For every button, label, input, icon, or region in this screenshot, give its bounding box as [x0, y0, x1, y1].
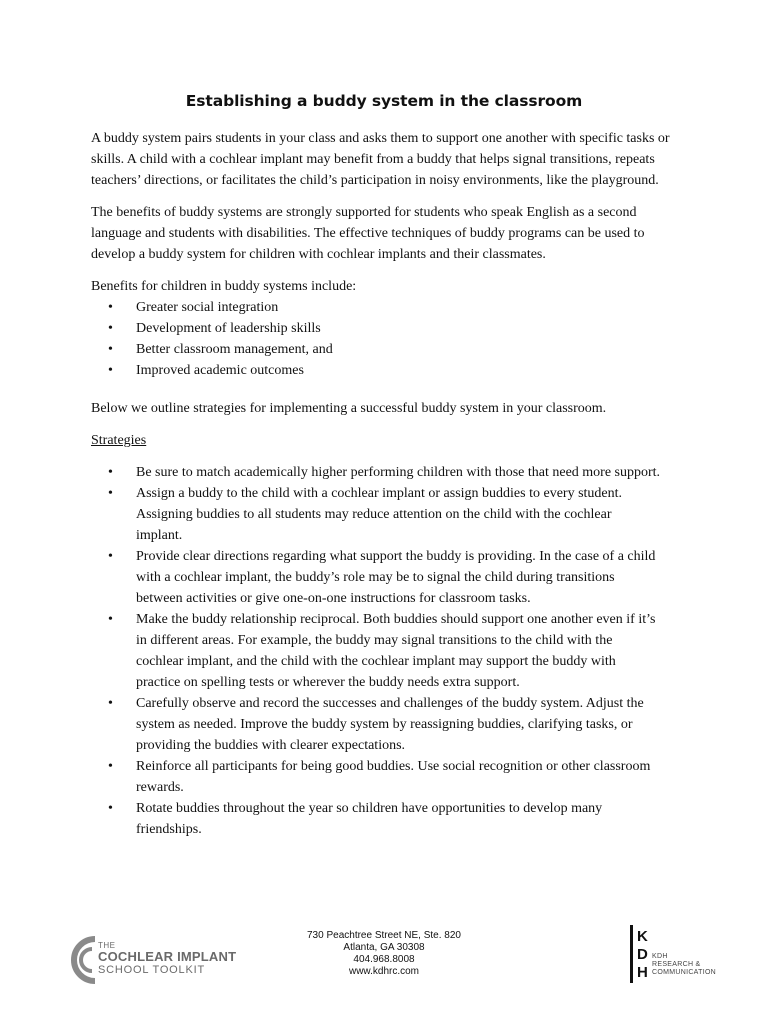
logo-right-line1: KDH: [652, 953, 668, 960]
benefits-intro: Benefits for children in buddy systems include:: [91, 279, 357, 294]
phone-number: 404.968.8008: [353, 954, 415, 965]
logo-right-line2: RESEARCH &: [652, 961, 701, 968]
svg-text:K: K: [637, 928, 648, 945]
address-line1: 730 Peachtree Street NE, Ste. 820: [307, 930, 461, 941]
strategies-list: [91, 462, 661, 840]
logo-left-line2: COCHLEAR IMPLANT: [98, 949, 237, 964]
benefit-item: • Better classroom management, and: [91, 339, 681, 360]
address-line2: Atlanta, GA 30308: [343, 942, 425, 953]
page-title: Establishing a buddy system in the classroom: [185, 92, 583, 110]
intro-paragraph-2: The benefits of buddy systems are strongly supported for students who speak English as a second language and students with disabilities. The effective techniques of buddy programs can be used to develop a buddy system for children with cochlear implants and their classmates.: [91, 205, 645, 262]
strategy-item: • Make the buddy relationship reciprocal. Both buddies should support one another even if it’s in different areas. For example, the buddy may signal transitions to the child with the cochlear implant, and the child with the cochlear implant may support the buddy with practice on spelling tests or wherever the buddy needs extra support.: [91, 609, 661, 693]
strategy-item: • Provide clear directions regarding what support the buddy is providing. In the case of a child with a cochlear implant, the buddy’s role may be to signal the child during transitions between activities or give one-on-one instructions for classroom tasks.: [91, 546, 661, 609]
logo-left-line3: SCHOOL TOOLKIT: [98, 964, 205, 976]
svg-text:H: H: [637, 964, 648, 981]
benefit-item: • Improved academic outcomes: [91, 360, 681, 381]
benefit-item: • Development of leadership skills: [91, 318, 681, 339]
strategy-item: • Reinforce all participants for being good buddies. Use social recognition or other classroom rewards.: [91, 756, 661, 798]
document-body: [91, 128, 681, 840]
strategy-item: • Carefully observe and record the successes and challenges of the buddy system. Adjust the system as needed. Improve the buddy system by reassigning buddies, clarifying tasks, or providing the buddies with clearer expectations.: [91, 693, 661, 756]
svg-text:D: D: [637, 946, 648, 963]
strategy-item: • Assign a buddy to the child with a cochlear implant or assign buddies to every student. Assigning buddies to all students may reduce attention on the child with the cochlear implant.: [91, 483, 661, 546]
outline-sentence: Below we outline strategies for implementing a successful buddy system in your classroom.: [91, 401, 607, 416]
kdh-research-logo: [628, 925, 728, 985]
kdh-logo-icon: [628, 925, 650, 983]
strategies-heading: Strategies: [91, 433, 147, 448]
benefits-list: [91, 297, 681, 381]
strategy-item: • Be sure to match academically higher performing children with those that need more support.: [91, 462, 661, 483]
logo-right-line3: COMMUNICATION: [652, 969, 717, 976]
strategy-item: • Rotate buddies throughout the year so children have opportunities to develop many friendships.: [91, 798, 661, 840]
benefit-item: • Greater social integration: [91, 297, 681, 318]
logo-left-line1: THE: [98, 941, 116, 950]
intro-paragraph-1: A buddy system pairs students in your class and asks them to support one another with specific tasks or skills. A child with a cochlear implant may benefit from a buddy that helps signal transitions, repeats teachers’ directions, or facilitates the child’s participation in noisy environments, like the playground.: [91, 131, 670, 188]
website-link[interactable]: www.kdhrc.com: [348, 966, 419, 977]
